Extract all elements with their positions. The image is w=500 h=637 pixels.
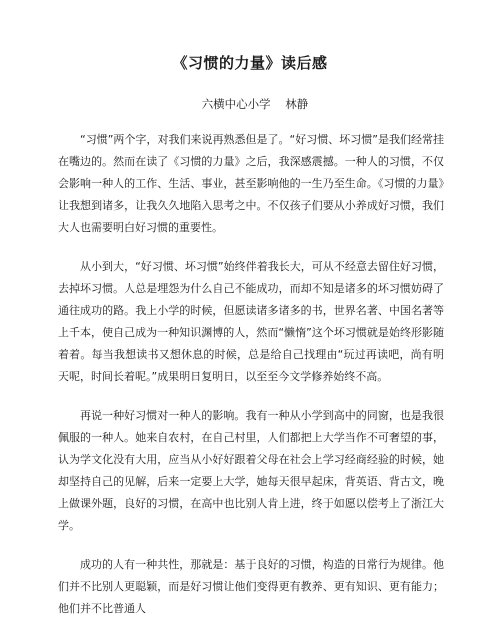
page-title: 《习惯的力量》读后感 bbox=[172, 54, 328, 72]
paragraph-2: 从小到大，“好习惯、坏习惯”始终伴着我长大，可从不经意去留住好习惯，去掉坏习惯。人总是埋怨为什么自己不能成功，而却不知是诸多的坏习惯妨碍了通往成功的路。我上小学的时候，但愿读诸多诸多的书，世界名著、中国名著等上千本，使自己成为一种知识渊博的人，然而“懒惰”这个坏习惯就是始终形影随着着。每当我想读书又想休息的时候，总是给自己找理由“玩过再读吧，尚有明天呢，时间长着呢。”成果明日复明日，以至至今文学修养始终不高。 bbox=[58, 260, 444, 383]
article-body bbox=[58, 129, 444, 637]
paragraph-3: 再说一种好习惯对一种人的影响。我有一种从小学到高中的同窗，也是我很佩服的一种人。她来自农村，在自己村里，人们都把上大学当作不可奢望的事，认为学文化没有大用，应当从小好好跟着父母在社会上学习经商经验的时候，她却坚持自己的见解，后来一定要上大学，她每天很早起床，背英语、背古文，晚上做课外题，良好的习惯，在高中也比别人肯上进，终于如愿以偿考上了浙江大学。 bbox=[58, 409, 444, 532]
paragraph-4: 成功的人有一种共性，那就是：基于良好的习惯，构造的日常行为规律。他们并不比别人更聪颖，而是好习惯让他们变得更有教养、更有知识、更有能力；他们并不比普通人 bbox=[58, 558, 444, 615]
author-line: 六横中心小学 林静 bbox=[201, 97, 309, 111]
paragraph-1: “习惯”两个字，对我们来说再熟悉但是了。“好习惯、坏习惯”是我们经常挂在嘴边的。然而在读了《习惯的力量》之后，我深感震撼。一种人的习惯，不仅会影响一种人的工作、生活、事业，甚至影响他的一生乃至生命。《习惯的力量》让我想到诸多，让我久久地陷入思考之中。不仅孩子们要从小养成好习惯，我们大人也需要明白好习惯的重要性。 bbox=[58, 133, 444, 234]
